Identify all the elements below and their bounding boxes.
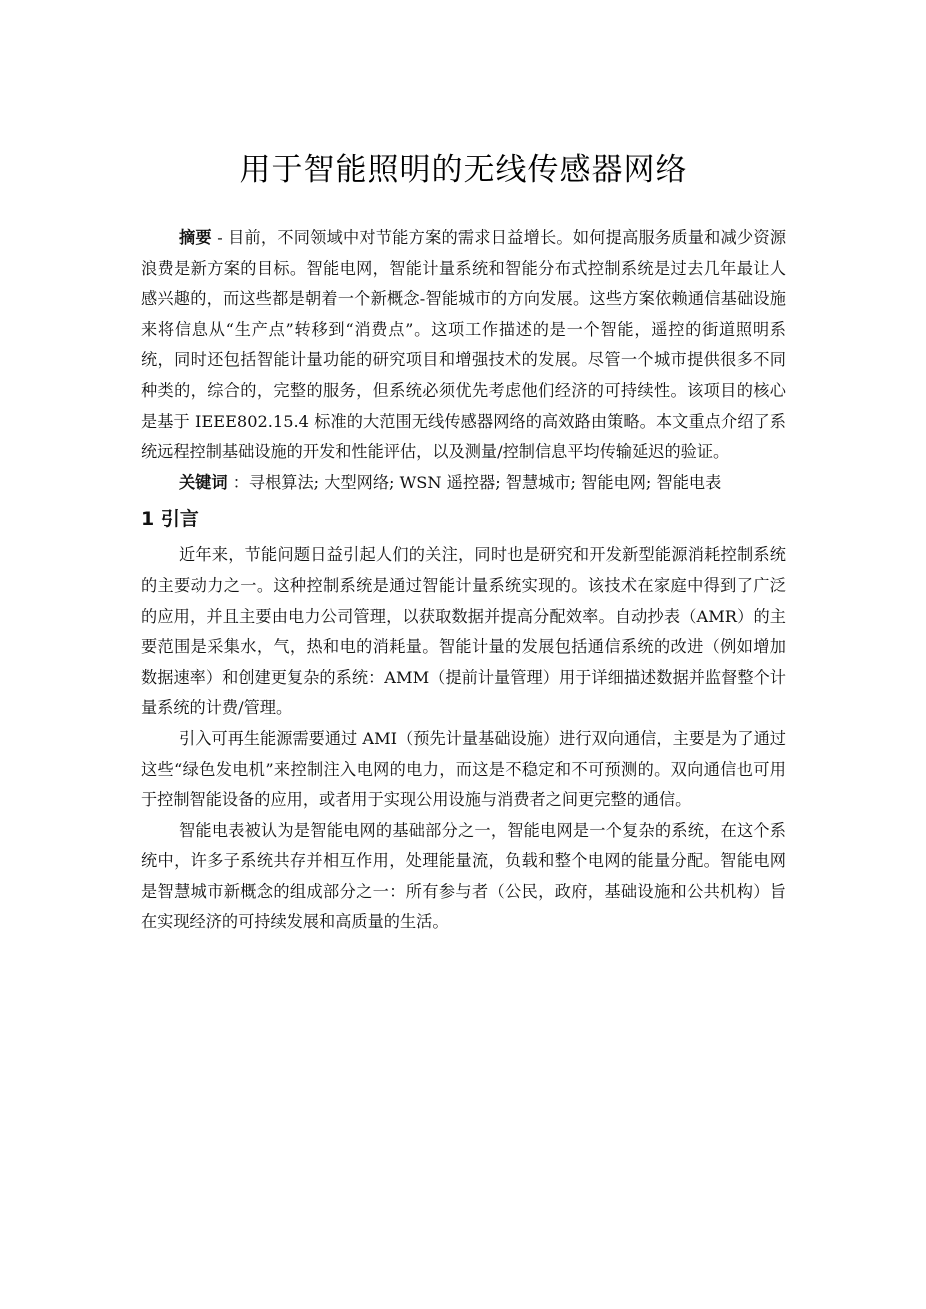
body-paragraph: 引入可再生能源需要通过 AMI（预先计量基础设施）进行双向通信，主要是为了通过这些“绿色发电机”来控制注入电网的电力，而这是不稳定和不可预测的。双向通信也可用于控制智能设备的应用，或者用于实现公用设施与消费者之间更完整的通信。 <box>141 728 786 810</box>
section-heading-introduction: 1 引言 <box>141 508 199 531</box>
keywords-label: 关键词 <box>179 472 228 492</box>
paper-title: 用于智能照明的无线传感器网络 <box>239 152 688 188</box>
abstract <box>141 223 786 468</box>
body-paragraph: 智能电表被认为是智能电网的基础部分之一，智能电网是一个复杂的系统，在这个系统中，许多子系统共存并相互作用，处理能量流，负载和整个电网的能量分配。智能电网是智慧城市新概念的组成部分之一：所有参与者（公民，政府，基础设施和公共机构）旨在实现经济的可持续发展和高质量的生活。 <box>141 820 786 932</box>
abstract-text: 目前，不同领域中对节能方案的需求日益增长。如何提高服务质量和减少资源浪费是新方案的目标。智能电网，智能计量系统和智能分布式控制系统是过去几年最让人感兴趣的，而这些都是朝着一个新概念-智能城市的方向发展。这些方案依赖通信基础设施来将信息从“生产点”转移到“消费点”。这项工作描述的是一个智能，遥控的街道照明系统，同时还包括智能计量功能的研究项目和增强技术的发展。尽管一个城市提供很多不同种类的，综合的，完整的服务，但系统必须优先考虑他们经济的可持续性。该项目的核心是基于 IEEE802.15.4 标准的大范围无线传感器网络的高效路由策略。本文重点介绍了系统远程控制基础设施的开发和性能评估，以及测量/控制信息平均传输延迟的验证。 <box>141 228 787 462</box>
keywords-separator: ： <box>227 472 249 492</box>
paper-page <box>141 0 786 938</box>
keywords <box>141 468 786 499</box>
abstract-separator: - <box>211 228 229 247</box>
abstract-label: 摘要 <box>179 228 212 247</box>
body-paragraph: 近年来，节能问题日益引起人们的关注，同时也是研究和开发新型能源消耗控制系统的主要动力之一。这种控制系统是通过智能计量系统实现的。该技术在家庭中得到了广泛的应用，并且主要由电力公司管理，以获取数据并提高分配效率。自动抄表（AMR）的主要范围是采集水，气，热和电的消耗量。智能计量的发展包括通信系统的改进（例如增加数据速率）和创建更复杂的系统：AMM（提前计量管理）用于详细描述数据并监督整个计量系统的计费/管理。 <box>141 545 786 718</box>
keywords-text: 寻根算法; 大型网络; WSN 遥控器; 智慧城市; 智能电网; 智能电表 <box>248 472 722 492</box>
